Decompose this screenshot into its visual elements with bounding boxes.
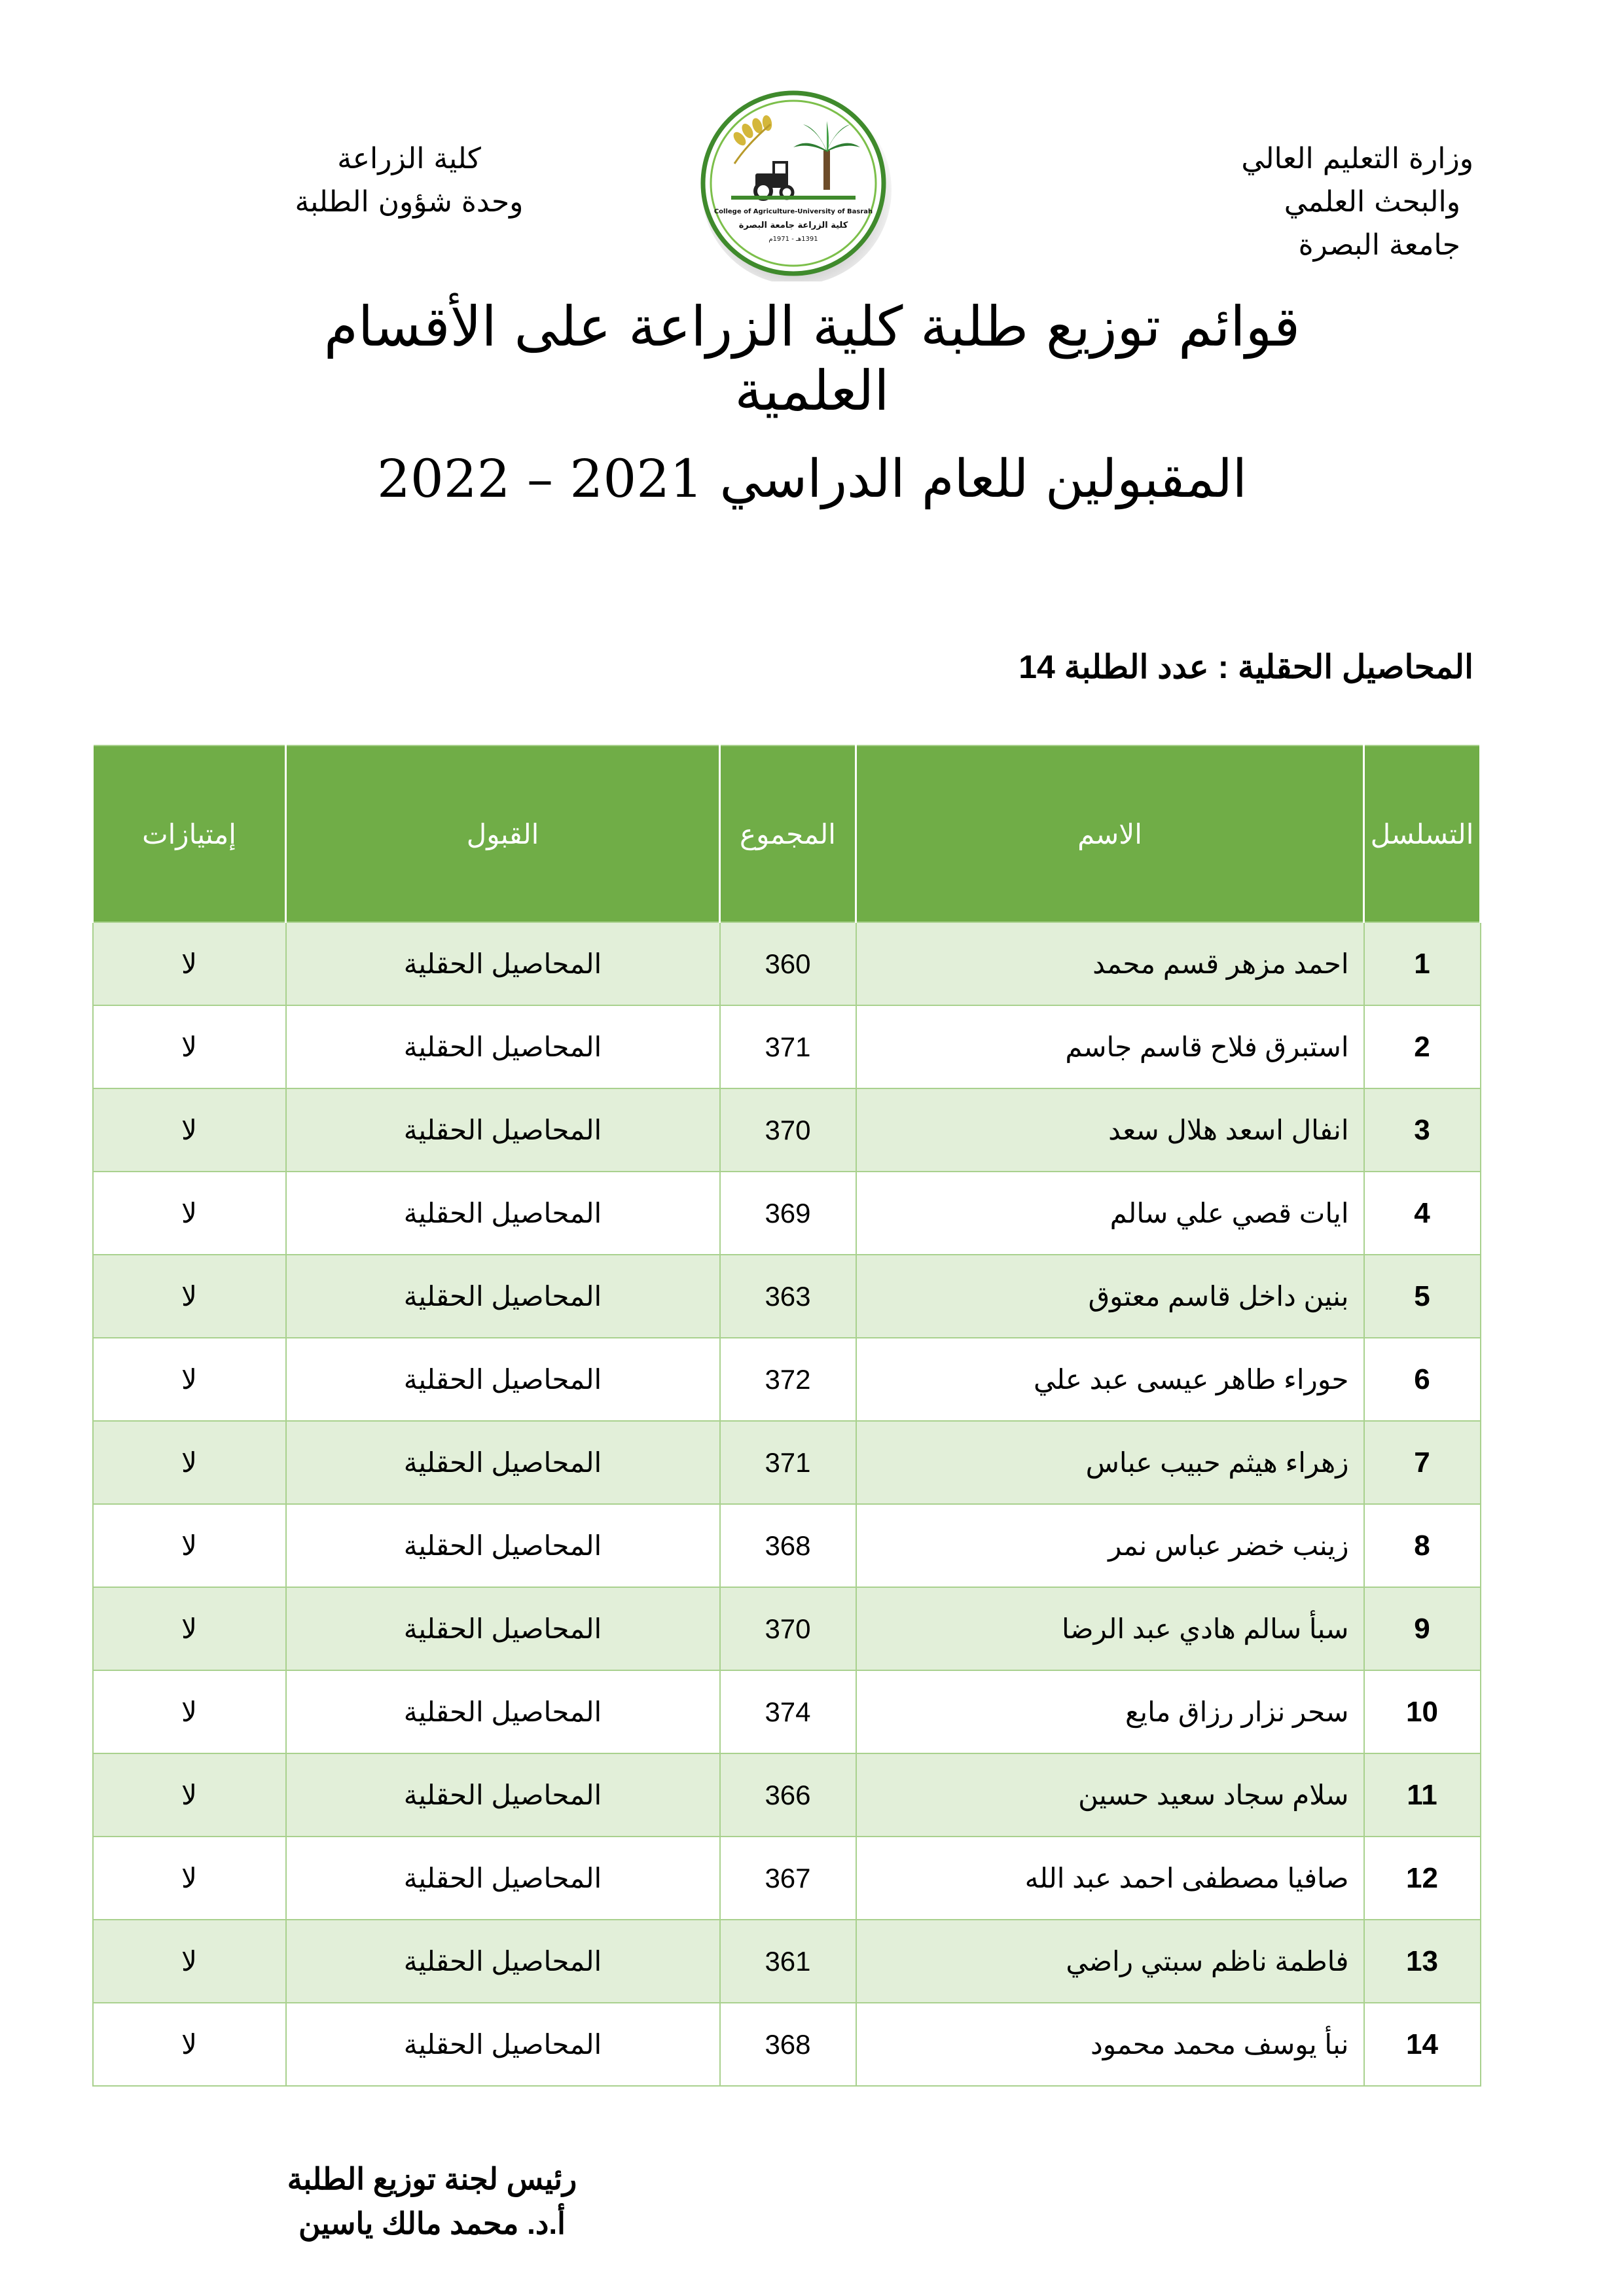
cell-total: 366 bbox=[720, 1753, 856, 1837]
cell-seq: 6 bbox=[1364, 1338, 1481, 1421]
committee-chair-name: أ.د. محمد مالك ياسين bbox=[298, 2206, 566, 2240]
table-row bbox=[93, 1172, 1481, 1255]
cell-name: ايات قصي علي سالم bbox=[856, 1172, 1364, 1255]
cell-privileges: لا bbox=[93, 1670, 286, 1753]
table-row bbox=[93, 1338, 1481, 1421]
cell-name: فاطمة ناظم سبتي راضي bbox=[856, 1920, 1364, 2003]
table-row bbox=[93, 1504, 1481, 1587]
cell-privileges: لا bbox=[93, 1005, 286, 1088]
research-line: والبحث العلمي bbox=[1284, 185, 1460, 219]
cell-total: 368 bbox=[720, 2003, 856, 2086]
cell-total: 374 bbox=[720, 1670, 856, 1753]
cell-total: 372 bbox=[720, 1338, 856, 1421]
cell-seq: 3 bbox=[1364, 1088, 1481, 1172]
cell-total: 361 bbox=[720, 1920, 856, 2003]
logo-arabic-text: كلية الزراعة جامعة البصرة bbox=[738, 221, 848, 230]
cell-name: سبأ سالم هادي عبد الرضا bbox=[856, 1587, 1364, 1670]
cell-privileges: لا bbox=[93, 1255, 286, 1338]
table-row bbox=[93, 1670, 1481, 1753]
logo-english-text: College of Agriculture-University of Basrah bbox=[713, 208, 873, 215]
cell-total: 369 bbox=[720, 1172, 856, 1255]
cell-admission: المحاصيل الحقلية bbox=[286, 1837, 720, 1920]
cell-total: 370 bbox=[720, 1088, 856, 1172]
cell-name: انفال اسعد هلال سعد bbox=[856, 1088, 1364, 1172]
cell-privileges: لا bbox=[93, 1172, 286, 1255]
cell-name: زينب خضر عباس نمر bbox=[856, 1504, 1364, 1587]
cell-admission: المحاصيل الحقلية bbox=[286, 1255, 720, 1338]
cell-name: حوراء طاهر عيسى عبد علي bbox=[856, 1338, 1364, 1421]
cell-name: بنين داخل قاسم معتوق bbox=[856, 1255, 1364, 1338]
cell-privileges: لا bbox=[93, 1837, 286, 1920]
cell-privileges: لا bbox=[93, 1338, 286, 1421]
cell-name: نبأ يوسف محمد محمود bbox=[856, 2003, 1364, 2086]
cell-total: 370 bbox=[720, 1587, 856, 1670]
cell-admission: المحاصيل الحقلية bbox=[286, 1338, 720, 1421]
department-heading: المحاصيل الحقلية : عدد الطلبة 14 bbox=[1019, 649, 1473, 685]
column-header-seq: التسلسل bbox=[1364, 745, 1481, 922]
cell-admission: المحاصيل الحقلية bbox=[286, 1504, 720, 1587]
table-row bbox=[93, 1088, 1481, 1172]
column-header-privileges: إمتيازات bbox=[93, 745, 286, 922]
table-header-row bbox=[93, 745, 1481, 922]
cell-seq: 7 bbox=[1364, 1421, 1481, 1504]
cell-seq: 9 bbox=[1364, 1587, 1481, 1670]
cell-admission: المحاصيل الحقلية bbox=[286, 1670, 720, 1753]
cell-total: 371 bbox=[720, 1005, 856, 1088]
cell-seq: 4 bbox=[1364, 1172, 1481, 1255]
cell-admission: المحاصيل الحقلية bbox=[286, 1005, 720, 1088]
cell-seq: 11 bbox=[1364, 1753, 1481, 1837]
cell-privileges: لا bbox=[93, 1088, 286, 1172]
column-header-name: الاسم bbox=[856, 745, 1364, 922]
table-row bbox=[93, 1837, 1481, 1920]
cell-privileges: لا bbox=[93, 1587, 286, 1670]
cell-seq: 2 bbox=[1364, 1005, 1481, 1088]
cell-seq: 1 bbox=[1364, 922, 1481, 1005]
cell-privileges: لا bbox=[93, 1753, 286, 1837]
cell-name: استبرق فلاح قاسم جاسم bbox=[856, 1005, 1364, 1088]
table-row bbox=[93, 1587, 1481, 1670]
cell-name: احمد مزهر قسم محمد bbox=[856, 922, 1364, 1005]
cell-name: زهراء هيثم حبيب عباس bbox=[856, 1421, 1364, 1504]
student-affairs-line: وحدة شؤون الطلبة bbox=[295, 185, 524, 219]
cell-admission: المحاصيل الحقلية bbox=[286, 2003, 720, 2086]
table-row bbox=[93, 1753, 1481, 1837]
cell-admission: المحاصيل الحقلية bbox=[286, 1088, 720, 1172]
cell-admission: المحاصيل الحقلية bbox=[286, 1587, 720, 1670]
cell-privileges: لا bbox=[93, 2003, 286, 2086]
college-header bbox=[262, 137, 556, 224]
signature-block bbox=[262, 2157, 602, 2246]
cell-seq: 8 bbox=[1364, 1504, 1481, 1587]
university-line: جامعة البصرة bbox=[1298, 228, 1460, 262]
table-row bbox=[93, 1005, 1481, 1088]
table-row bbox=[93, 2003, 1481, 2086]
column-header-total: المجموع bbox=[720, 745, 856, 922]
cell-admission: المحاصيل الحقلية bbox=[286, 1753, 720, 1837]
cell-admission: المحاصيل الحقلية bbox=[286, 922, 720, 1005]
cell-privileges: لا bbox=[93, 1504, 286, 1587]
table-row bbox=[93, 1920, 1481, 2003]
document-title: قوائم توزيع طلبة كلية الزراعة على الأقسام العلمية bbox=[323, 295, 1301, 423]
cell-total: 368 bbox=[720, 1504, 856, 1587]
cell-total: 367 bbox=[720, 1837, 856, 1920]
cell-total: 363 bbox=[720, 1255, 856, 1338]
cell-seq: 10 bbox=[1364, 1670, 1481, 1753]
cell-privileges: لا bbox=[93, 1421, 286, 1504]
cell-admission: المحاصيل الحقلية bbox=[286, 1421, 720, 1504]
committee-chair-title: رئيس لجنة توزيع الطلبة bbox=[287, 2162, 577, 2196]
cell-name: سلام سجاد سعيد حسين bbox=[856, 1753, 1364, 1837]
table-row bbox=[93, 1421, 1481, 1504]
cell-admission: المحاصيل الحقلية bbox=[286, 1920, 720, 2003]
college-line: كلية الزراعة bbox=[337, 142, 481, 175]
logo-years-text: 1391هـ - 1971م bbox=[768, 236, 818, 243]
column-header-admission: القبول bbox=[286, 745, 720, 922]
college-logo bbox=[695, 85, 892, 281]
academic-year-title: المقبولين للعام الدراسي 2021 – 2022 bbox=[376, 448, 1248, 509]
ministry-header bbox=[1146, 137, 1473, 267]
students-table bbox=[92, 745, 1481, 2087]
cell-seq: 12 bbox=[1364, 1837, 1481, 1920]
cell-seq: 14 bbox=[1364, 2003, 1481, 2086]
table-row bbox=[93, 1255, 1481, 1338]
cell-total: 360 bbox=[720, 922, 856, 1005]
cell-total: 371 bbox=[720, 1421, 856, 1504]
cell-name: سحر نزار رزاق مايع bbox=[856, 1670, 1364, 1753]
cell-seq: 5 bbox=[1364, 1255, 1481, 1338]
cell-admission: المحاصيل الحقلية bbox=[286, 1172, 720, 1255]
cell-seq: 13 bbox=[1364, 1920, 1481, 2003]
cell-name: صافيا مصطفى احمد عبد الله bbox=[856, 1837, 1364, 1920]
cell-privileges: لا bbox=[93, 1920, 286, 2003]
cell-privileges: لا bbox=[93, 922, 286, 1005]
ministry-line: وزارة التعليم العالي bbox=[1241, 142, 1473, 175]
table-row bbox=[93, 922, 1481, 1005]
